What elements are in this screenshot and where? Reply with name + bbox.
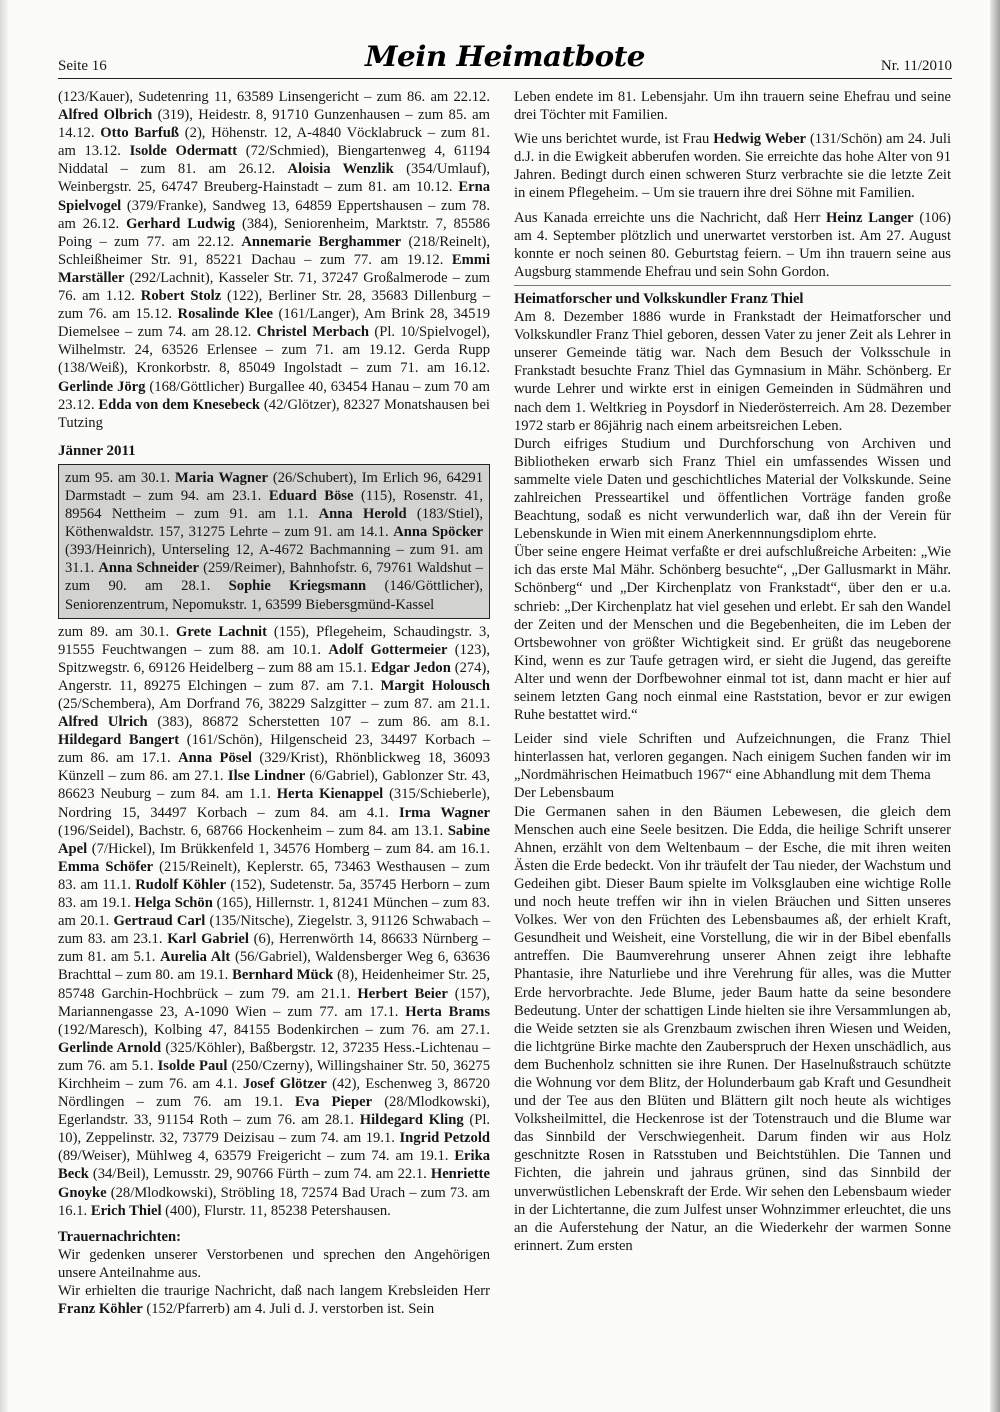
text-run: (135/Nitsche), Ziegelstr. 3, 91126 Schwabach – zum 83. am 23.1.	[58, 913, 490, 948]
obituary-heading: Trauernachrichten:	[58, 1228, 181, 1245]
person-name: Franz Köhler	[58, 1301, 143, 1318]
text-run: (165), Hillernstr. 1, 81241 München – zum 83. am 20.1.	[58, 895, 490, 930]
birthday-list-january	[58, 623, 490, 1220]
text-run: (6), Herrenwörth 14, 86633 Nürnberg – zum 81. am 5.1.	[58, 931, 491, 966]
person-name: Alfred Ulrich	[58, 714, 148, 731]
person-name: Rosalinde Klee	[177, 306, 273, 323]
scan-edge-right	[990, 0, 1000, 1412]
text-run: (106) am 4. September plötzlich und unerwartet verstorben ist. Am 27. August konnte er noch seinen 80. Geburtstag feiern. – Um ihn trauern seine aus Augsburg stammende Ehefrau und sein Sohn Gordon.	[514, 209, 951, 280]
person-name: Edgar Jedon	[370, 659, 451, 676]
text-run: Wie uns berichtet wurde, ist Frau	[514, 131, 714, 148]
text-run: (192/Maresch), Kolbing 47, 84155 Bodenkirchen – zum 76. am 27.1.	[58, 1021, 490, 1038]
text-run: (319), Heidestr. 8, 91710 Gunzenhausen – zum 85. am 14.12.	[58, 107, 490, 142]
person-name: Eduard Böse	[268, 487, 354, 504]
text-run: (383), 86872 Scherstetten 107 – zum 86. am 8.1.	[147, 714, 490, 731]
text-run: Aus Kanada erreichte uns die Nachricht, daß Herr	[514, 209, 827, 226]
person-name: Herbert Beier	[357, 985, 448, 1002]
text-run: (168/Göttlicher) Burgallee 40, 63454 Hanau – zum 70 am 23.12.	[58, 378, 490, 413]
text-run: Leben endete im 81. Lebensjahr. Um ihn trauern seine Ehefrau und seine drei Töchter mit Familien.	[514, 89, 951, 124]
article-subtitle-lebensbaum: Der Lebensbaum	[514, 785, 615, 802]
issue-number: Nr. 11/2010	[880, 58, 952, 74]
section-heading-jaenner: Jänner 2011	[58, 442, 136, 459]
text-run: (34/Beil), Lemusstr. 29, 90766 Fürth – zum 74. am 22.1.	[88, 1166, 431, 1183]
article-paragraph-works: Über seine engere Heimat verfaßte er drei aufschlußreiche Arbeiten: „Wie ich das erste Mal Mähr. Schönberg besuchte“, „Der Gallusmarkt in Mähr. Schönberg“ und „Der Kirchenplatz von Frankstadt“, über den er u.a. schrieb: „Der Kirchenplatz hat viel gesehen und erlebt. Er sah den Wandel der Zeiten und der Menschen und die Begebenheiten, die im Leben der Ortsbewohner von größter Wichtigkeit sind. Er grüßt das neugeborene Kind, wenn es zur Taufe getragen wird, er sieht die Jugend, das gereifte Alter und wenn der Dorfbewohner einmal tot ist, dann macht er hier auf seinem letzten Gang noch einmal eine Raststation, bevor er zur ewigen Ruhe bestattet wird.“	[514, 544, 951, 724]
person-name: Hildegard Bangert	[58, 732, 180, 749]
person-name: Anna Spöcker	[393, 524, 484, 541]
person-name: Maria Wagner	[175, 469, 268, 486]
text-run: (155), Pflegeheim, Schaudingstr. 3, 91555 Feuchtwangen – zum 88. am 10.1.	[58, 623, 490, 658]
article-paragraph-lost: Leider sind viele Schriften und Aufzeichnungen, die Franz Thiel hinterlassen hat, verloren gegangen. Nach einigem Suchen fanden wir im „Nordmährischen Heimatbuch 1967“ eine Abhandlung mit dem Thema	[514, 731, 951, 784]
person-name: Helga Schön	[134, 895, 213, 912]
person-name: Anna Herold	[318, 506, 407, 523]
text-run: (215/Reinelt), Keplerstr. 65, 73463 Westhausen – zum 83. am 11.1.	[58, 858, 490, 893]
text-run: (315/Schieberle), Nordring 15, 34497 Korbach – zum 84. am 4.1.	[58, 786, 490, 821]
person-name: Erich Thiel	[90, 1202, 162, 1219]
text-run: (384), Seniorenheim, Marktstr. 7, 85586 Poing – zum 77. am 22.12.	[58, 215, 490, 250]
person-name: Anna Schneider	[98, 560, 199, 577]
article-heading-thiel: Heimatforscher und Volkskundler Franz Thiel	[514, 290, 804, 307]
text-run: (146/Göttlicher), Seniorenzentrum, Nepomukstr. 1, 63599 Biebersgmünd-Kassel	[65, 578, 483, 613]
text-run: (42/Glötzer), 82327 Monatshausen bei Tutzing	[58, 396, 490, 431]
article-paragraph-lebensbaum: Die Germanen sahen in den Bäumen Lebewesen, die gleich dem Menschen auch eine Seele besitzen. Die Edda, die heilige Schrift unserer Ahnen, erzählt von dem Weltenbaum – der Esche, die mit ihren weiten Ästen die Erde bedeckt. Von ihr träufelt der Tau nieder, der Wachstum und Gedeihen gibt. Dieser Baum spielte im Volksglauben eine wichtige Rolle und noch heute treffen wir ihn in vielen Bräuchen und Sitten unseres Volkes. Wer von den Früchten des Lebensbaumes aß, der erhielt Kraft, Gesundheit und Weisheit, eine Vorstellung, die wir in der Bibel ebenfalls antreffen. Die Baumverehrung unserer Ahnen zeigt ihre lebhafte Phantasie, ihre Naturliebe und ihre Verehrung für alles, was die Mutter Erde hervorbrachte. Jede Blume, jeder Baum hatte da seine besondere Bedeutung. Unter der schattigen Linde hielten sie ihre Versammlungen ab, die Weide setzten sie als Grenzbaum zwischen ihren Wiesen und Weiden, die lichtgrüne Birke machte den Zauberspruch der Hexen unschädlich, aus dem Buchenholz schnitten sie ihre Runen. Der Haselnußstrauch schützte die Wohnung vor dem Blitz, der Holunderbaum gab Kraft und Gesundheit und der Tee aus den Blüten und Blättern gilt noch heute als wichtiges Volksheilmittel, die Heckenrose ist der Totenstrauch und die Blume war das Sinnbild der Verschwiegenheit. Darum finden wir aus Holz geschnitzte Rosen in Ratsstuben und Beichtstühlen. Die Tannen und Fichten, die jahrein und jahraus grünen, sind das Sinnbild der unverwüstlichen Lebenskraft der Erde. Wir sehen den Lebensbaum wieder in der Lichtertanne, die zum Julfest unser Wohnzimmer erleuchtet, die uns an die Auferstehung der Natur, an die Wiederkehr der warmen Sonne erinnert. Zum ersten	[514, 803, 951, 1254]
person-name: Isolde Paul	[157, 1057, 228, 1074]
text-run: (25/Schembera), Am Dorfrand 76, 38229 Salzgitter – zum 87. am 21.1.	[58, 696, 490, 712]
person-name: Annemarie Berghammer	[241, 233, 402, 250]
left-column	[58, 88, 490, 1318]
text-run: (218/Reinelt), Schleißheimer Str. 91, 85221 Dachau – zum 77. am 19.12.	[58, 233, 491, 268]
person-name: Herta Kienappel	[276, 786, 384, 803]
text-run: (Pl. 10/Spielvogel), Wilhelmstr. 24, 63526 Erlensee – zum 71. am 19.12. Gerda Rupp (138/Weiß), Kronkorbstr. 8, 85049 Ingolstadt – zum 71. am 16.12.	[58, 324, 490, 377]
divider	[514, 285, 951, 286]
text-run: (152), Sudetenstr. 5a, 35745 Herborn – zum 83. am 19.1.	[58, 876, 490, 912]
obituary-koehler-cont	[514, 88, 951, 124]
person-name: Isolde Odermatt	[129, 143, 238, 160]
text-run: (292/Lachnit), Kasseler Str. 71, 37247 Großalmerode – zum 76. am 1.12.	[58, 269, 490, 305]
person-name: Rudolf Köhler	[135, 876, 227, 893]
person-name: Irma Wagner	[398, 804, 490, 821]
person-name: Herta Brams	[405, 1003, 490, 1020]
person-name: Karl Gabriel	[167, 931, 249, 948]
scan-edge-left	[0, 0, 8, 1412]
person-name: Aurelia Alt	[160, 949, 231, 966]
text-run: (379/Franke), Sandweg 13, 64859 Eppertshausen – zum 78. am 26.12.	[58, 197, 490, 232]
person-name: Margit Holousch	[380, 677, 490, 694]
person-name: Gerhard Ludwig	[126, 215, 236, 232]
person-name: Emma Schöfer	[58, 858, 154, 875]
person-name: Edda von dem Knesebeck	[98, 396, 261, 413]
text-run: zum 89. am 30.1.	[58, 623, 177, 640]
text-run: zum 95. am 30.1.	[65, 469, 175, 486]
obituary-intro: Wir gedenken unserer Verstorbenen und sprechen den Angehörigen unsere Anteilnahme aus.	[58, 1246, 490, 1281]
person-name: Erika Beck	[58, 1148, 490, 1183]
person-name: Emmi Marställer	[58, 251, 490, 286]
text-run: (196/Seidel), Bachstr. 6, 68766 Hockenheim – zum 84. am 13.1.	[58, 822, 448, 839]
article-paragraph-bio: Am 8. Dezember 1886 wurde in Frankstadt der Heimatforscher und Volkskundler Franz Thiel geboren, dessen Vater zu jener Zeit als Lehrer in unserer Gemeinde tätig war. Nach dem Besuch der Volksschule in Frankstadt besuchte Franz Thiel das Gymnasium in Mähr. Schönberg. Er wurde Lehrer und wirkte erst in einigen Gemeinden in Südmähren und nach dem 1. Weltkrieg in Poysdorf in Niederösterreich. Am 28. Dezember 1972 starb er 86jährig nach einem arbeitsreichen Leben.	[514, 309, 951, 434]
text-run: (6/Gabriel), Gablonzer Str. 43, 86623 Neuburg – zum 84. am 1.1.	[58, 768, 490, 803]
person-name: Anna Pösel	[178, 750, 252, 767]
text-run: Wir erhielten die traurige Nachricht, daß nach langem Krebsleiden Herr	[58, 1283, 490, 1299]
person-name: Heinz Langer	[826, 209, 914, 226]
person-name: Robert Stolz	[140, 288, 222, 305]
text-run: (42), Eschenweg 3, 86720 Nördlingen – zum 76. am 19.1.	[58, 1075, 490, 1111]
person-name: Bernhard Mück	[232, 967, 334, 984]
person-name: Grete Lachnit	[176, 623, 267, 640]
birthday-list-december	[58, 88, 490, 432]
text-run: (56/Gabriel), Waldensberger Weg 6, 63636 Brachttal – zum 80. am 19.1.	[58, 949, 490, 984]
person-name: Ingrid Petzold	[399, 1130, 490, 1147]
text-run: (250/Czerny), Willingshainer Str. 50, 36275 Kirchheim – zum 76. am 4.1.	[58, 1057, 490, 1092]
text-run: (123/Kauer), Sudetenring 11, 63589 Linsengericht – zum 86. am 22.12.	[58, 89, 490, 105]
text-run: (8), Heidenheimer Str. 25, 85748 Garchin-Hochbrück – zum 79. am 21.1.	[58, 967, 490, 1002]
text-run: (72/Schmied), Biengartenweg 4, 61194 Niddatal – zum 81. am 26.12.	[58, 143, 490, 178]
text-run: (325/Köhler), Baßbergstr. 12, 37235 Hess.-Lichtenau – zum 76. am 5.1.	[58, 1039, 490, 1074]
masthead-logo: Mein Heimatbote	[364, 40, 645, 73]
page-header	[58, 38, 952, 79]
highlighted-birthday-text	[65, 469, 483, 614]
person-name: Sabine Apel	[58, 822, 490, 857]
person-name: Hildegard Kling	[359, 1112, 464, 1129]
text-run: (131/Schön) am 24. Juli d.J. in die Ewigkeit abberufen worden. Sie erreichte das hohe Alter von 91 Jahren. Bedingt durch einen schweren Sturz verbrachte sie die letzte Zeit in einem Pflegeheim. – Um sie trauern ihre drei Söhne mit Familien.	[514, 131, 951, 202]
person-name: Christel Merbach	[256, 324, 370, 341]
text-run: (2), Höhenstr. 12, A-4840 Vöcklabruck – zum 81. am 13.12.	[58, 125, 490, 160]
person-name: Gerlinde Jörg	[58, 378, 146, 395]
text-run: (274), Angerstr. 11, 89275 Elchingen – zum 87. am 7.1.	[58, 659, 490, 694]
text-run: (354/Umlauf), Weinbergstr. 25, 64747 Breuberg-Hainstadt – zum 81. am 10.12.	[58, 161, 490, 196]
text-run: (7/Hickel), Im Brükkenfeld 1, 34576 Homberg – zum 84. am 16.1.	[87, 840, 490, 857]
article-paragraph-studies: Durch eifriges Studium und Durchforschung von Archiven und Bibliotheken erwarb sich Franz Thiel ein umfassendes Wissen und sammelte viele Daten und geschichtliches Material der Volkskunde. Seine zahlreichen Presseartikel und öffentlichen Vorträge fanden große Beachtung, sodaß es nicht verwunderlich war, daß ihn der Verein für Lebenskunde in Wien mit einem Anerkennnungsdiplom ehrte.	[514, 435, 951, 543]
person-name: Erna Spielvogel	[58, 179, 490, 214]
text-run: (259/Reimer), Bahnhofstr. 6, 79761 Waldshut – zum 90. am 28.1.	[65, 560, 483, 595]
person-name: Hedwig Weber	[713, 131, 807, 148]
text-run: (161/Langer), Am Brink 28, 34519 Diemelsee – zum 74. am 28.12.	[58, 306, 490, 341]
person-name: Gerlinde Arnold	[58, 1039, 162, 1056]
text-run: (89/Weiser), Mühlweg 4, 63579 Freigericht – zum 74. am 19.1.	[58, 1148, 455, 1165]
person-name: Alfred Olbrich	[58, 107, 153, 124]
person-name: Henriette Gnoyke	[58, 1166, 490, 1201]
text-run: (123), Spitzwegstr. 6, 69126 Heidelberg – zum 88 am 15.1.	[58, 641, 490, 676]
person-name: Adolf Gottermeier	[328, 641, 448, 658]
text-run: (393/Heinrich), Unterseling 12, A-4672 Bachmanning – zum 91. am 31.1.	[65, 542, 483, 577]
person-name: Eva Pieper	[295, 1094, 373, 1111]
text-run: (183/Stiel), Köthenwaldstr. 157, 31275 Lehrte – zum 91. am 14.1.	[65, 506, 483, 541]
person-name: Gertraud Carl	[113, 913, 206, 930]
text-run: (122), Berliner Str. 28, 35683 Dillenburg – zum 76. am 15.12.	[58, 288, 490, 323]
obituary-koehler	[58, 1282, 490, 1318]
person-name: Otto Barfuß	[100, 125, 180, 142]
highlighted-birthday-box	[58, 464, 490, 619]
text-run: (152/Pfarrerb) am 4. Juli d. J. verstorben ist. Sein	[142, 1301, 435, 1318]
text-run: (115), Rosenstr. 41, 89564 Nettheim – zum 91. am 1.1.	[65, 487, 483, 523]
person-name: Josef Glötzer	[242, 1075, 327, 1092]
text-run: (28/Mlodkowski), Ströbling 18, 72574 Bad Urach – zum 73. am 16.1.	[58, 1184, 490, 1219]
text-run: (157), Mariannengasse 23, A-1090 Wien – zum 77. am 17.1.	[58, 985, 491, 1020]
text-run: (28/Mlodkowski), Egerlandstr. 33, 91154 Roth – zum 76. am 28.1.	[58, 1094, 490, 1129]
text-run: (400), Flurstr. 11, 85238 Petershausen.	[161, 1202, 391, 1219]
text-run: (161/Schön), Hilgenscheid 23, 34497 Korbach – zum 86. am 17.1.	[58, 732, 490, 767]
obituary-langer	[514, 209, 951, 281]
person-name: Ilse Lindner	[227, 768, 306, 785]
person-name: Sophie Kriegsmann	[228, 578, 367, 595]
text-run: (Pl. 10), Zeppelinstr. 32, 73779 Deizisau – zum 74. am 19.1.	[58, 1112, 491, 1147]
obituary-weber	[514, 130, 951, 202]
text-run: (26/Schubert), Im Erlich 96, 64291 Darmstadt – zum 94. am 23.1.	[65, 469, 483, 504]
page-number: Seite 16	[58, 58, 107, 74]
right-column	[514, 88, 951, 1255]
text-run: (329/Krist), Rhönblickweg 18, 36093 Künzell – zum 86. am 27.1.	[58, 750, 491, 785]
person-name: Aloisia Wenzlik	[287, 161, 394, 178]
